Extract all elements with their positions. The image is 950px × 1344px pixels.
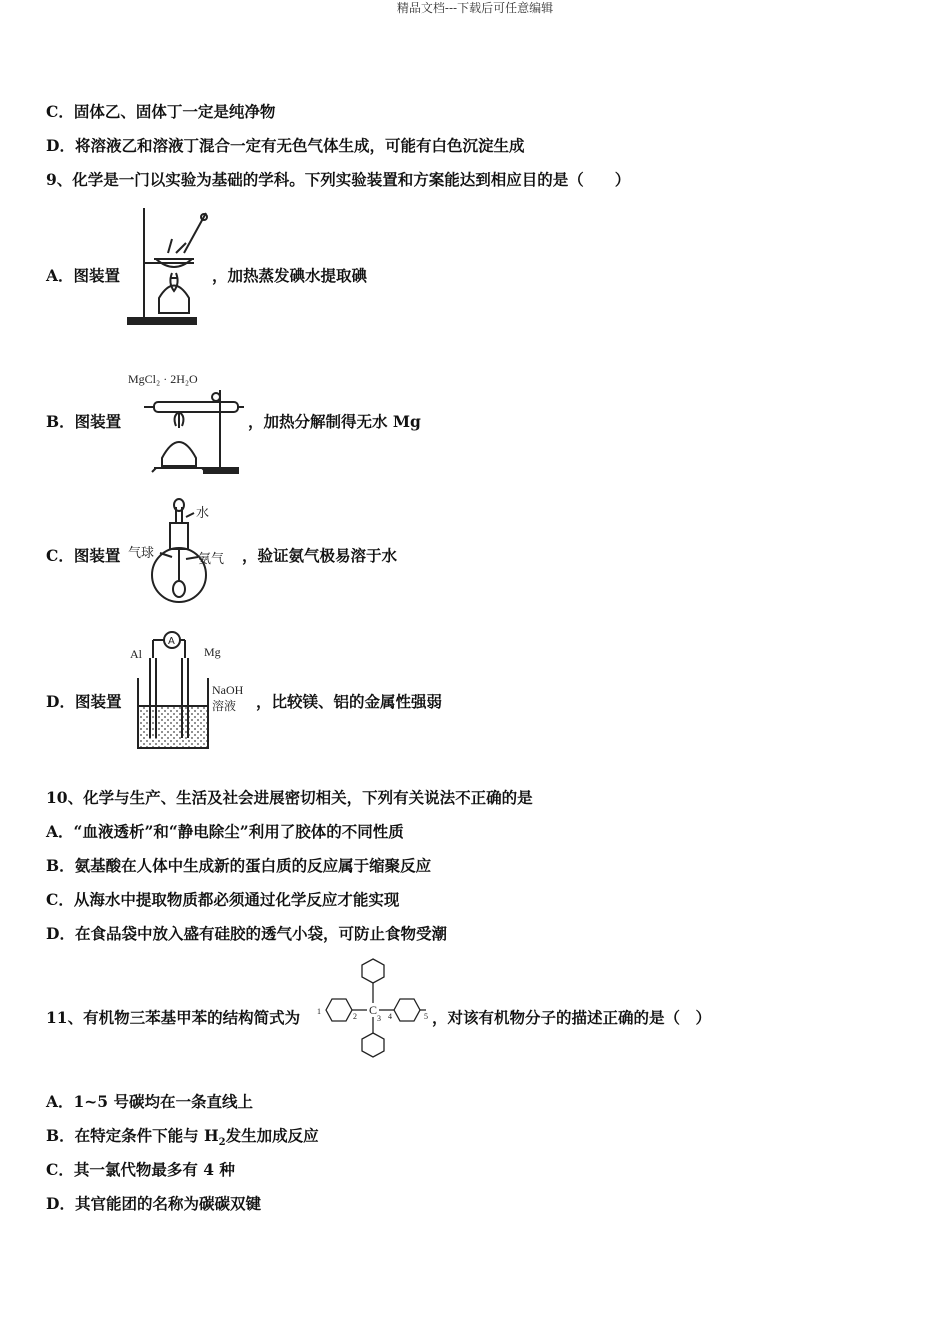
q9-option-b-suffix: ，加热分解制得无水 Mg <box>248 412 421 431</box>
q9-option-a-suffix: ，加热蒸发碘水提取碘 <box>212 266 368 285</box>
q11-option-b-suffix: 发生加成反应 <box>225 1126 319 1145</box>
mg-electrode-label: Mg <box>204 645 221 659</box>
q11-stem-prefix: 11、有机物三苯基甲苯的结构简式为 <box>46 1008 301 1027</box>
water-label: 水 <box>196 506 210 521</box>
q10-option-d: D．在食品袋中放入盛有硅胶的透气小袋，可防止食物受潮 <box>46 924 447 943</box>
q11-option-b-subscript: 2 <box>218 1137 226 1149</box>
fountain-experiment-apparatus-figure <box>124 497 244 607</box>
solution-label: 溶液 <box>212 699 237 713</box>
q11-stem-suffix: ，对该有机物分子的描述正确的是（ ） <box>432 1008 712 1027</box>
carbon-number-5: 5 <box>424 1012 428 1021</box>
balloon-label: 气球 <box>128 546 155 561</box>
q10-option-c: C．从海水中提取物质都必须通过化学反应才能实现 <box>46 890 400 909</box>
q11-option-b <box>46 1125 319 1154</box>
q11-option-d: D．其官能团的名称为碳碳双键 <box>46 1194 261 1213</box>
q10-option-a: A．“血液透析”和“静电除尘”利用了胶体的不同性质 <box>46 822 404 841</box>
q9-option-b-prefix: B．图装置 <box>46 412 122 431</box>
test-tube-heating-apparatus-figure <box>124 366 249 474</box>
al-electrode-label: Al <box>130 647 142 661</box>
carbon-number-3: 3 <box>377 1014 381 1023</box>
evaporating-dish-apparatus-figure <box>124 203 214 328</box>
q9-option-c-prefix: C．图装置 <box>46 546 121 565</box>
q11-option-b-prefix: B．在特定条件下能与 H <box>46 1126 219 1145</box>
carbon-number-1: 1 <box>317 1007 321 1016</box>
q10-option-b: B．氨基酸在人体中生成新的蛋白质的反应属于缩聚反应 <box>46 856 432 875</box>
carbon-number-4: 4 <box>388 1012 392 1021</box>
q9-option-d-suffix: ，比较镁、铝的金属性强弱 <box>256 692 443 711</box>
page-header: 精品文档---下载后可任意编辑 <box>396 1 554 15</box>
central-carbon-label: C <box>369 1003 378 1017</box>
q9-option-c-suffix: ，验证氨气极易溶于水 <box>242 546 398 565</box>
q9-stem: 9、化学是一门以实验为基础的学科。下列实验装置和方案能达到相应目的是（ ） <box>46 170 631 189</box>
triphenylmethyl-toluene-structure-figure <box>316 955 434 1063</box>
q8-option-d: D．将溶液乙和溶液丁混合一定有无色气体生成，可能有白色沉淀生成 <box>46 136 525 155</box>
q10-stem: 10、化学与生产、生活及社会进展密切相关，下列有关说法不正确的是 <box>46 788 533 807</box>
q11-option-a: A．1~5 号碳均在一条直线上 <box>46 1092 253 1111</box>
mgcl2-label: MgCl₂ · 2H₂O <box>128 372 198 386</box>
q8-option-c: C．固体乙、固体丁一定是纯净物 <box>46 102 276 121</box>
ammonia-label: 氨气 <box>198 552 225 567</box>
ammeter-label: A <box>168 636 175 647</box>
naoh-label: NaOH <box>212 683 244 697</box>
q9-option-a-prefix: A．图装置 <box>46 266 121 285</box>
q11-option-c: C．其一氯代物最多有 4 种 <box>46 1160 235 1179</box>
q9-option-d-prefix: D．图装置 <box>46 692 122 711</box>
carbon-number-2: 2 <box>353 1012 357 1021</box>
galvanic-cell-apparatus-figure <box>124 628 256 752</box>
